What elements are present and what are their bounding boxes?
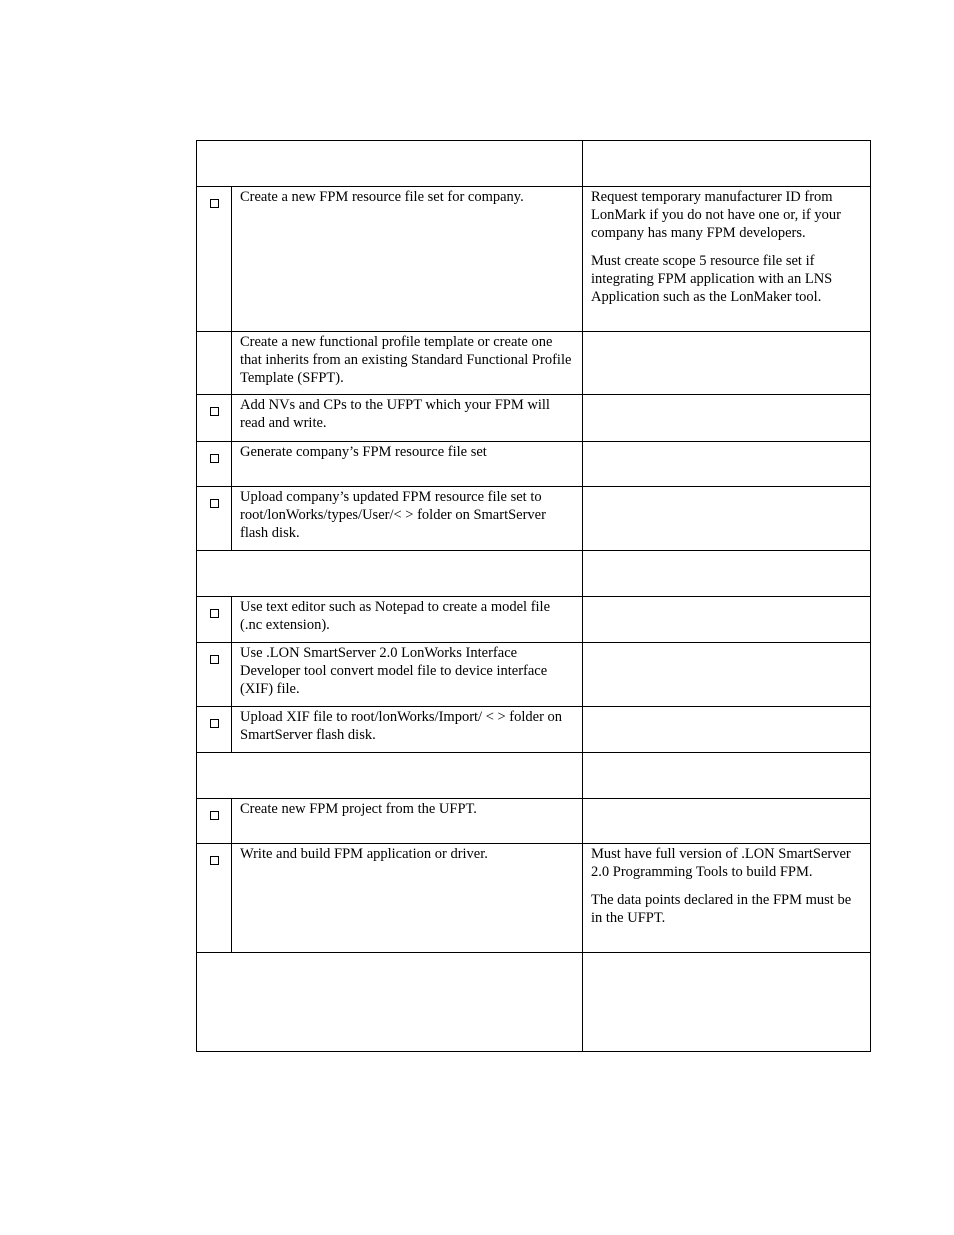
task-checkbox[interactable]: [210, 811, 219, 820]
table-row: [197, 487, 871, 551]
notes-cell: [583, 799, 871, 844]
section-header-row: [197, 953, 871, 1052]
table-row: [197, 597, 871, 643]
table-row: [197, 332, 871, 395]
task-cell: [232, 332, 583, 395]
notes-cell: [583, 844, 871, 953]
task-text: Upload company’s updated FPM resource file set to root/lonWorks/types/User/< > folder on SmartServer flash disk.: [240, 489, 546, 541]
task-checkbox[interactable]: [210, 655, 219, 664]
checkbox-cell: [197, 395, 232, 442]
task-text: Add NVs and CPs to the UFPT which your FPM will read and write.: [240, 397, 550, 431]
checkbox-cell: [197, 844, 232, 953]
notes-cell: [583, 395, 871, 442]
table-row: [197, 395, 871, 442]
task-text: Create new FPM project from the UFPT.: [240, 801, 477, 817]
section-header-row: [197, 753, 871, 799]
task-checklist-table: [196, 140, 871, 1052]
table-row: [197, 844, 871, 953]
section-notes-cell: [583, 551, 871, 597]
notes-cell: [583, 442, 871, 487]
task-checkbox[interactable]: [210, 454, 219, 463]
table-row: [197, 707, 871, 753]
task-text: Write and build FPM application or driver.: [240, 846, 488, 862]
checkbox-cell: [197, 643, 232, 707]
task-checkbox[interactable]: [210, 719, 219, 728]
section-notes-cell: [583, 753, 871, 799]
checkbox-cell: [197, 187, 232, 332]
table-row: [197, 799, 871, 844]
task-cell: [232, 844, 583, 953]
note-text: Request temporary manufacturer ID from LonMark if you do not have one or, if your company has many FPM developers.: [591, 189, 841, 241]
task-cell: [232, 597, 583, 643]
section-header-cell: [197, 551, 583, 597]
task-text: Use .LON SmartServer 2.0 LonWorks Interface Developer tool convert model file to device interface (XIF) file.: [240, 645, 548, 697]
task-checkbox[interactable]: [210, 199, 219, 208]
task-checkbox[interactable]: [210, 609, 219, 618]
table-row: [197, 643, 871, 707]
table-body: [197, 141, 871, 1052]
task-text: Create a new FPM resource file set for company.: [240, 189, 524, 205]
notes-cell: [583, 487, 871, 551]
section-header-cell: [197, 753, 583, 799]
task-cell: [232, 187, 583, 332]
section-notes-cell: [583, 141, 871, 187]
notes-cell: [583, 643, 871, 707]
task-cell: [232, 395, 583, 442]
table-row: [197, 187, 871, 332]
task-text: Generate company’s FPM resource file set: [240, 444, 487, 460]
task-cell: [232, 487, 583, 551]
task-cell: [232, 442, 583, 487]
section-header-cell: [197, 953, 583, 1052]
note-text: Must have full version of .LON SmartServer 2.0 Programming Tools to build FPM.: [591, 846, 851, 880]
notes-cell: [583, 597, 871, 643]
checkbox-cell: [197, 597, 232, 643]
checkbox-cell: [197, 442, 232, 487]
task-cell: [232, 643, 583, 707]
notes-cell: [583, 332, 871, 395]
task-cell: [232, 799, 583, 844]
section-header-row: [197, 141, 871, 187]
note-text: The data points declared in the FPM must be in the UFPT.: [591, 892, 852, 926]
task-text: Upload XIF file to root/lonWorks/Import/ < > folder on SmartServer flash disk.: [240, 709, 563, 743]
section-notes-cell: [583, 953, 871, 1052]
section-header-cell: [197, 141, 583, 187]
task-text: Create a new functional profile template or create one that inherits from an existing Standard Functional Profile Template (SFPT).: [240, 334, 572, 386]
task-text: Use text editor such as Notepad to create a model file (.nc extension).: [240, 599, 551, 633]
note-text: Must create scope 5 resource file set if integrating FPM application with an LNS Application such as the LonMaker tool.: [591, 253, 833, 305]
notes-cell: [583, 187, 871, 332]
task-checkbox[interactable]: [210, 856, 219, 865]
checkbox-cell: [197, 799, 232, 844]
task-checkbox[interactable]: [210, 407, 219, 416]
task-cell: [232, 707, 583, 753]
table-row: [197, 442, 871, 487]
checkbox-cell: [197, 487, 232, 551]
task-checkbox[interactable]: [210, 499, 219, 508]
notes-cell: [583, 707, 871, 753]
checkbox-cell: [197, 707, 232, 753]
section-header-row: [197, 551, 871, 597]
checkbox-cell: [197, 332, 232, 395]
